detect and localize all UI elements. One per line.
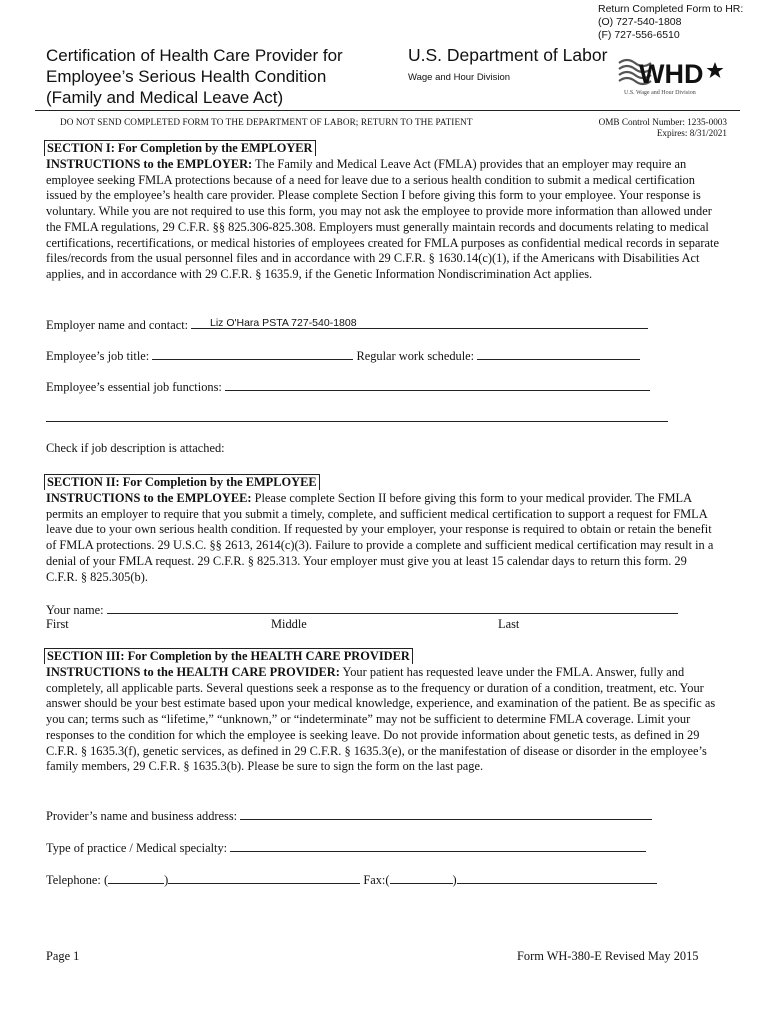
form-title-line-1: Certification of Health Care Provider for xyxy=(46,46,343,65)
provider-label: Provider’s name and business address: xyxy=(46,809,241,823)
employer-name-value[interactable]: Liz O'Hara PSTA 727-540-1808 xyxy=(210,317,357,329)
section-2-heading: SECTION II: For Completion by the EMPLOYEE xyxy=(44,474,320,490)
last-label: Last xyxy=(498,617,520,631)
form-title-line-3: (Family and Medical Leave Act) xyxy=(46,88,284,107)
omb-number: OMB Control Number: 1235-0003 xyxy=(598,117,727,127)
fax-label: Fax:( xyxy=(360,873,390,887)
essential-functions-field[interactable] xyxy=(225,378,650,391)
job-title-label: Employee’s job title: xyxy=(46,349,153,363)
form-title-line-2: Employee’s Serious Health Condition xyxy=(46,67,327,86)
job-description-check-label: Check if job description is attached: xyxy=(46,441,225,455)
practice-field[interactable] xyxy=(230,839,646,852)
section-3-instructions xyxy=(46,665,721,775)
telephone-label: Telephone: ( xyxy=(46,873,109,887)
essential-functions-row xyxy=(46,378,650,395)
omb-expires: Expires: 8/31/2021 xyxy=(656,128,727,138)
essential-functions-row-2 xyxy=(46,409,668,426)
practice-row xyxy=(46,839,646,856)
provider-row xyxy=(46,807,652,824)
job-description-check-row[interactable] xyxy=(46,441,225,456)
section-1-instructions xyxy=(46,157,721,283)
logo-text: WHD xyxy=(639,59,704,89)
logo-caption: U.S. Wage and Hour Division xyxy=(624,90,696,96)
section-3 xyxy=(46,647,721,775)
telephone-close: ) xyxy=(164,873,169,887)
form-title xyxy=(46,45,343,108)
return-instructions xyxy=(598,3,743,42)
schedule-label: Regular work schedule: xyxy=(353,349,478,363)
telephone-area-field[interactable] xyxy=(108,871,164,884)
section-2-instructions xyxy=(46,491,721,585)
division-name: Wage and Hour Division xyxy=(408,72,511,83)
section-1-heading: SECTION I: For Completion by the EMPLOYER xyxy=(44,140,316,156)
middle-label: Middle xyxy=(271,617,307,631)
do-not-send-notice: DO NOT SEND COMPLETED FORM TO THE DEPARTMENT OF LABOR; RETURN TO THE PATIENT xyxy=(60,117,473,127)
job-title-row xyxy=(46,347,640,364)
employer-name-label: Employer name and contact: xyxy=(46,318,192,332)
fax-area-field[interactable] xyxy=(390,871,453,884)
department-title: U.S. Department of Labor xyxy=(408,45,608,65)
page-number: Page 1 xyxy=(46,949,80,963)
practice-label: Type of practice / Medical specialty: xyxy=(46,841,231,855)
section-3-instr-text: Your patient has requested leave under the FMLA. Answer, fully and completely, all applicable parts. Several questions seek a response as to the frequency or duration of a condition, treatment, etc. Your answer should be your best estimate based upon your medical knowledge, experience, and examination of the patient. Be as specific as you can; terms such as “lifetime,” “unknown,” or “indeterminate” may not be sufficient to determine FMLA coverage. Limit your responses to the condition for which the employee is seeking leave. Do not provide information about genetic tests, as defined in 29 C.F.R. § 1635.3(f), genetic services, as defined in 29 C.F.R. § 1635.3(e), or the manifestation of disease or disorder in the employee’s family members, 29 C.F.R. § 1635.3(b). Please be sure to sign the form on the last page. xyxy=(46,665,716,774)
section-2-instr-text: Please complete Section II before giving this form to your medical provider. The FMLA permits an employer to require that you submit a timely, complete, and sufficient medical certification to support a request for FMLA leave due to your own serious health condition. If requested by your employer, your response is required to obtain or retain the benefit of FMLA protections. 29 U.S.C. §§ 2613, 2614(c)(3). Failure to provide a complete and sufficient medical certification may result in a denial of your FMLA request. 29 C.F.R. § 825.313. Your employer must give you at least 15 calendar days to return this form. 29 C.F.R. § 825.305(b). xyxy=(46,491,714,584)
return-line-3: (F) 727-556-6510 xyxy=(598,29,680,41)
section-1-instr-label: INSTRUCTIONS to the EMPLOYER: xyxy=(46,157,253,171)
return-line-2: (O) 727-540-1808 xyxy=(598,16,682,28)
essential-functions-label: Employee’s essential job functions: xyxy=(46,380,225,394)
first-label: First xyxy=(46,617,69,631)
omb-control xyxy=(582,117,727,139)
essential-functions-field-2[interactable] xyxy=(46,409,668,422)
fax-number-field[interactable] xyxy=(457,871,657,884)
section-2 xyxy=(46,473,721,585)
section-1 xyxy=(46,139,721,283)
whd-logo xyxy=(617,51,725,97)
return-line-1: Return Completed Form to HR: xyxy=(598,3,744,15)
star-icon xyxy=(707,62,724,78)
section-3-instr-label: INSTRUCTIONS to the HEALTH CARE PROVIDER: xyxy=(46,665,340,679)
your-name-parts xyxy=(46,617,69,632)
telephone-number-field[interactable] xyxy=(168,871,360,884)
fax-close: ) xyxy=(452,873,457,887)
your-name-row xyxy=(46,601,678,618)
your-name-field[interactable] xyxy=(107,601,678,614)
section-1-instr-text: The Family and Medical Leave Act (FMLA) provides that an employer may require an employee seeking FMLA protections because of a need for leave due to a serious health condition to submit a medical certification issued by the employee’s health care provider. Please complete Section I before giving this form to your employee. Your response is voluntary. While you are not required to use this form, you may not ask the employee to provide more information than allowed under the FMLA regulations, 29 C.F.R. §§ 825.306-825.308. Employers must generally maintain records and documents relating to medical certifications, recertifications, or medical histories of employees created for FMLA purposes as confidential medical records in separate files/records from the usual personnel files and in accordance with 29 C.F.R. § 1630.14(c)(1), if the Americans with Disabilities Act applies, and in accordance with 29 C.F.R. § 1635.9, if the Genetic Information Nondiscrimination Act applies. xyxy=(46,157,719,281)
header-divider xyxy=(35,110,740,111)
form-revision: Form WH-380-E Revised May 2015 xyxy=(517,949,699,963)
provider-field[interactable] xyxy=(240,807,652,820)
last-label-wrap xyxy=(498,617,519,632)
your-name-label: Your name: xyxy=(46,603,107,617)
schedule-field[interactable] xyxy=(477,347,640,360)
telephone-row xyxy=(46,871,657,888)
section-3-heading: SECTION III: For Completion by the HEALTH CARE PROVIDER xyxy=(44,648,413,664)
middle-label-wrap xyxy=(271,617,307,632)
job-title-field[interactable] xyxy=(152,347,353,360)
employer-name-row xyxy=(46,316,648,333)
section-2-instr-label: INSTRUCTIONS to the EMPLOYEE: xyxy=(46,491,252,505)
